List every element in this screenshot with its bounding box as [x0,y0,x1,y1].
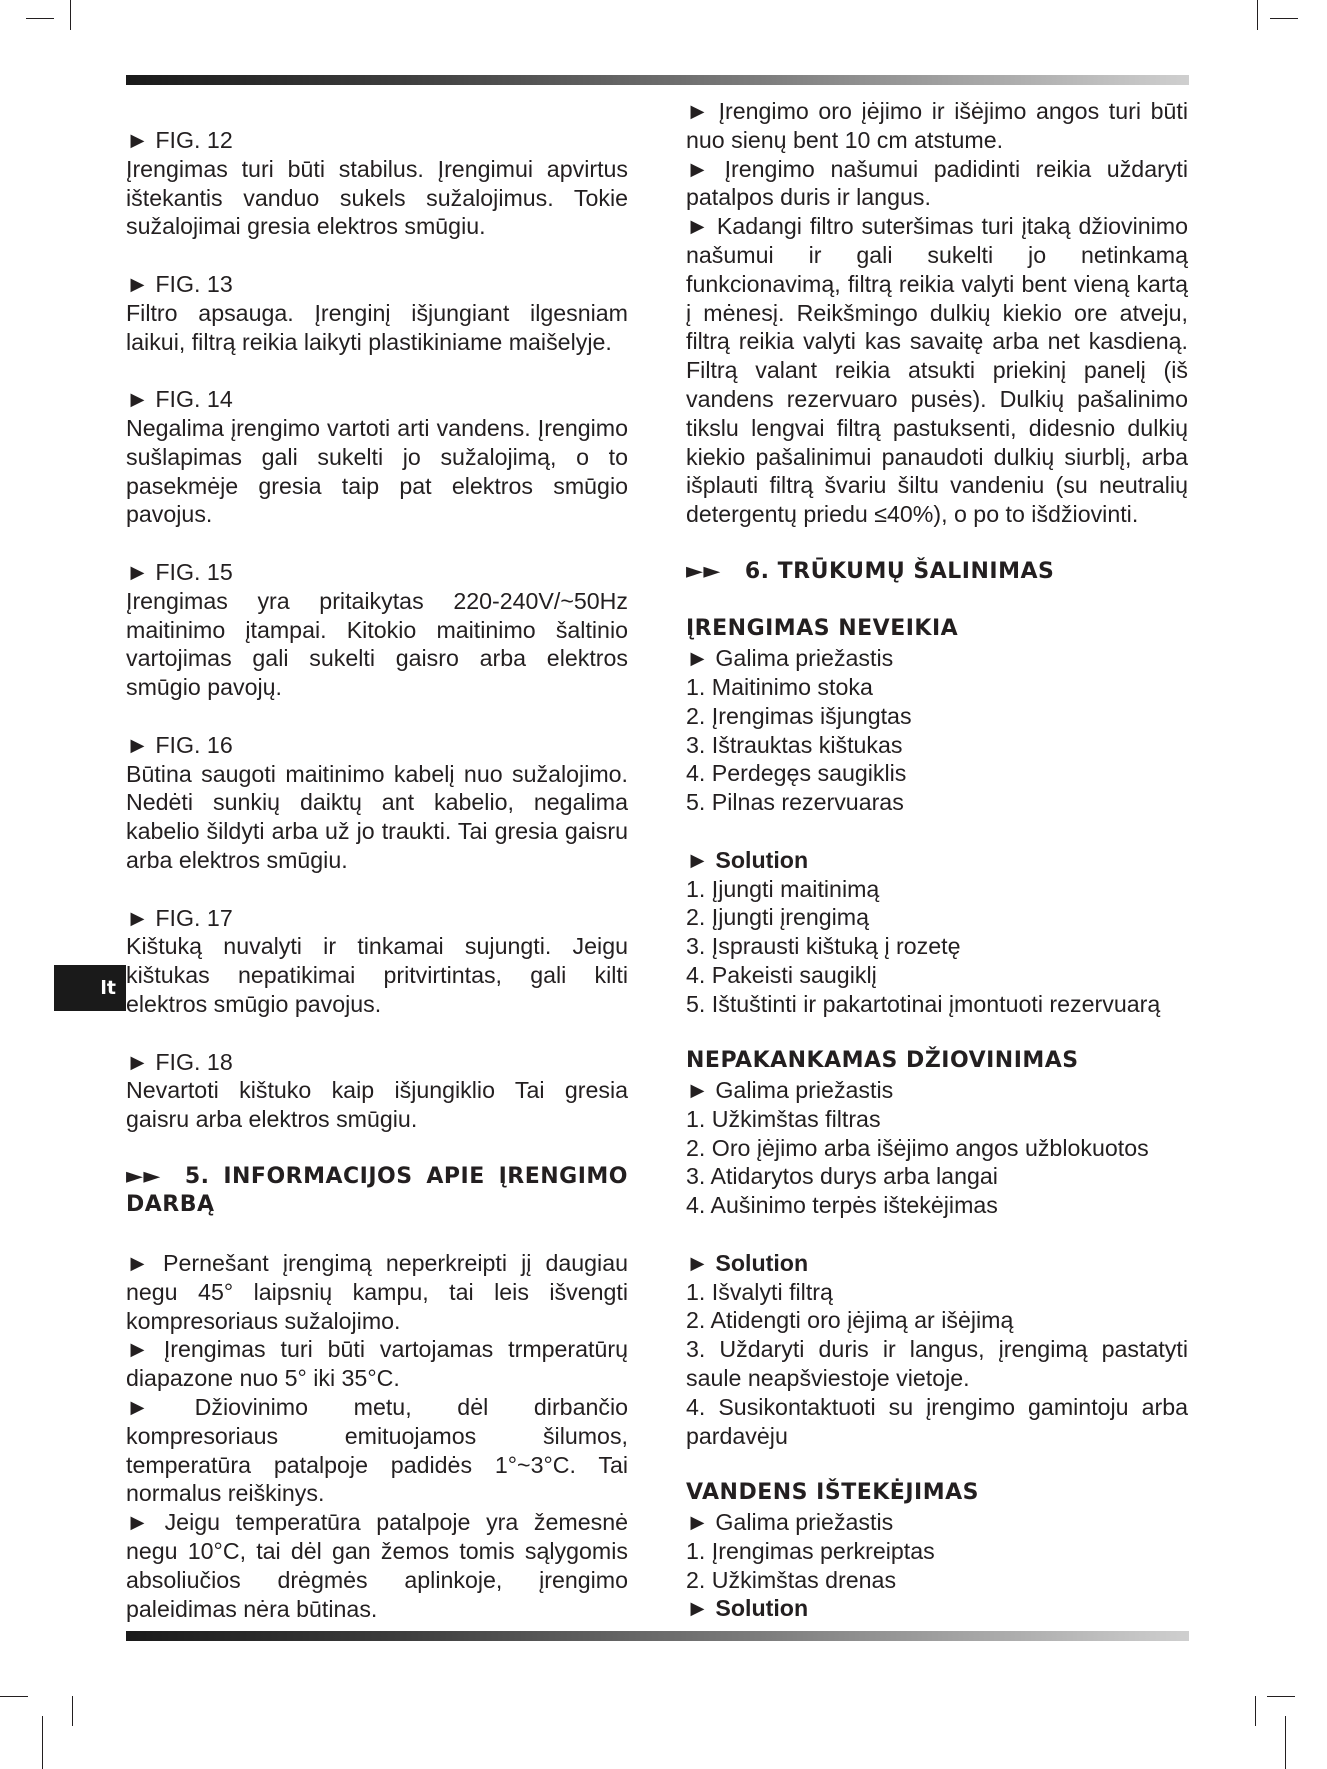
info-paragraph: ► Įrengimo oro įėjimo ir išėjimo angos turi būti nuo sienų bent 10 cm atstume. [686,98,1188,153]
fig-text: Filtro apsauga. Įrenginį išjungiant ilgesniam laikui, filtrą reikia laikyti plastikiniame maišelyje. [126,299,628,355]
crop-mark [70,0,71,30]
list-item: 1. Išvalyti filtrą [686,1278,833,1305]
list-item: 1. Užkimštas filtras [686,1105,881,1132]
solution-label: ► Solution [686,1249,809,1276]
fig-17 [126,904,628,1019]
list-item: 1. Įrengimas perkreiptas [686,1537,935,1564]
list-item: 3. Ištrauktas kištukas [686,731,903,758]
solution-label: ► Solution [686,846,809,873]
list-item: 4. Pakeisti saugiklį [686,961,877,988]
crop-mark [1257,0,1258,30]
section-6-heading [686,558,1188,587]
fig-label: ► FIG. 15 [126,558,233,585]
fig-18 [126,1048,628,1134]
fig-label: ► FIG. 13 [126,270,233,297]
fig-13 [126,270,628,356]
double-arrow-icon: ►► [686,558,721,584]
double-arrow-icon: ►► [126,1163,161,1189]
fig-16 [126,731,628,875]
list-item: 1. Maitinimo stoka [686,673,873,700]
info-paragraph: ► Kadangi filtro suteršimas turi įtaką džiovinimo našumui ir gali sukelti jo netinkamą funkcionavimą, filtrą reikia valyti bent vieną kartą į mėnesį. Reikšmingo dulkių kiekio ore atveju, filtrą reikia valyti kas savaitę arba net kasdieną. Filtrą valant reikia atsukti priekinį panelį (iš vandens rezervuaro pusės). Dulkių pašalinimo tikslu lengvai filtrą pastuksenti, didesnio dulkių kiekio pašalinimui panaudoti dulkių siurblį, arba išplauti filtrą švariu šiltu vandeniu (su neutralių detergentų priedu ≤40%), o po to išdžiovinti. [686,213,1188,528]
list-item: 2. Įjungti įrengimą [686,904,870,931]
list-item: 1. Įjungti maitinimą [686,875,880,902]
language-tab: lt [54,965,126,1011]
section-title: 5. INFORMACIJOS APIE ĮRENGIMO DARBĄ [126,1163,628,1218]
list-item: 2. Atidengti oro įėjimą ar išėjimą [686,1307,1014,1334]
cause-label: ► Galima priežastis [686,1077,894,1104]
list-item: 2. Oro įėjimo arba išėjimo angos užblokuotos [686,1134,1149,1161]
fig-text: Įrengimas turi būti stabilus. Įrengimui apvirtus ištekantis vanduo sukels sužalojimus. Tokie sužalojimai gresia elektros smūgiu. [126,155,628,240]
right-column [686,97,1188,1623]
info-paragraph: ► Įrengimas turi būti vartojamas trmperatūrų diapazone nuo 5° iki 35°C. [126,1336,628,1392]
cause-label: ► Galima priežastis [686,645,894,672]
fig-label: ► FIG. 17 [126,904,233,931]
left-column [126,126,628,1623]
list-item: 5. Pilnas rezervuaras [686,789,904,816]
fig-15 [126,558,628,702]
crop-mark [0,1696,28,1697]
top-gradient-bar [126,75,1189,85]
fig-label: ► FIG. 18 [126,1048,233,1075]
info-paragraph: ► Jeigu temperatūra patalpoje yra žemesnė negu 10°C, tai dėl gan žemos tomis sąlygomis absoliučios drėgmės aplinkoje, įrengimo paleidimas nėra būtinas. [126,1509,628,1622]
fig-text: Nevartoti kištuko kaip išjungiklio Tai gresia gaisru arba elektros smūgiu. [126,1077,628,1133]
list-item: 2. Įrengimas išjungtas [686,702,912,729]
problem-title: NEPAKANKAMAS DŽIOVINIMAS [686,1048,1079,1074]
list-item: 3. Įsprausti kištuką į rozetę [686,933,961,960]
fig-text: Kištuką nuvalyti ir tinkamai sujungti. Jeigu kištukas nepatikimai pritvirtintas, gali kilti elektros smūgio pavojus. [126,933,628,1017]
crop-mark [42,1716,43,1769]
fig-12 [126,126,628,241]
list-item: 3. Atidarytos durys arba langai [686,1163,998,1190]
info-paragraph: ► Džiovinimo metu, dėl dirbančio kompresoriaus emituojamos šilumos, temperatūra patalpoje padidės 1°~3°C. Tai normalus reiškinys. [126,1394,628,1507]
crop-mark [1270,18,1298,19]
fig-text: Negalima įrengimo vartoti arti vandens. Įrengimo sušlapimas gali sukelti jo sužalojimą, o to pasekmėje gresia taip pat elektros smūgio pavojus. [126,414,628,528]
crop-mark [72,1696,73,1726]
fig-text: Būtina saugoti maitinimo kabelį nuo sužalojimo. Nedėti sunkių daiktų ant kabelio, negalima kabelio šildyti arba už jo traukti. Tai gresia gaisru arba elektros smūgiu. [126,760,628,873]
fig-label: ► FIG. 14 [126,386,233,413]
fig-14 [126,385,628,529]
crop-mark [1255,1696,1256,1726]
bottom-gradient-bar [126,1631,1189,1641]
info-paragraph: ► Įrengimo našumui padidinti reikia uždaryti patalpos duris ir langus. [686,155,1188,211]
fig-text: Įrengimas yra pritaikytas 220-240V/~50Hz maitinimo įtampai. Kitokio maitinimo šaltinio vartojimas gali sukelti gaisro arba elektros smūgio pavojų. [126,587,628,701]
crop-mark [26,18,54,19]
problem-title: VANDENS IŠTEKĖJIMAS [686,1480,979,1506]
crop-mark [1267,1696,1295,1697]
list-item: 4. Perdegęs saugiklis [686,760,907,787]
problem-title: ĮRENGIMAS NEVEIKIA [686,616,959,642]
list-item: 2. Užkimštas drenas [686,1566,897,1593]
section-5-heading [126,1163,628,1221]
info-paragraph: ► Pernešant įrengimą neperkreipti jį daugiau negu 45° laipsnių kampu, tai leis išvengti kompresoriaus sužalojimo. [126,1250,628,1334]
list-item: 5. Ištuštinti ir pakartotinai įmontuoti rezervuarą [686,990,1161,1017]
cause-label: ► Galima priežastis [686,1509,894,1536]
list-item: 4. Susikontaktuoti su įrengimo gamintoju arba pardavėju [686,1393,1188,1449]
crop-mark [1285,1716,1286,1769]
fig-label: ► FIG. 12 [126,127,233,153]
list-item: 4. Aušinimo terpės ištekėjimas [686,1192,998,1219]
list-item: 3. Uždaryti duris ir langus, įrengimą pastatyti saule neapšviestoje vietoje. [686,1336,1188,1392]
section-title: 6. TRŪKUMŲ ŠALINIMAS [744,558,1055,584]
solution-label: ► Solution [686,1595,809,1622]
fig-label: ► FIG. 16 [126,731,233,758]
